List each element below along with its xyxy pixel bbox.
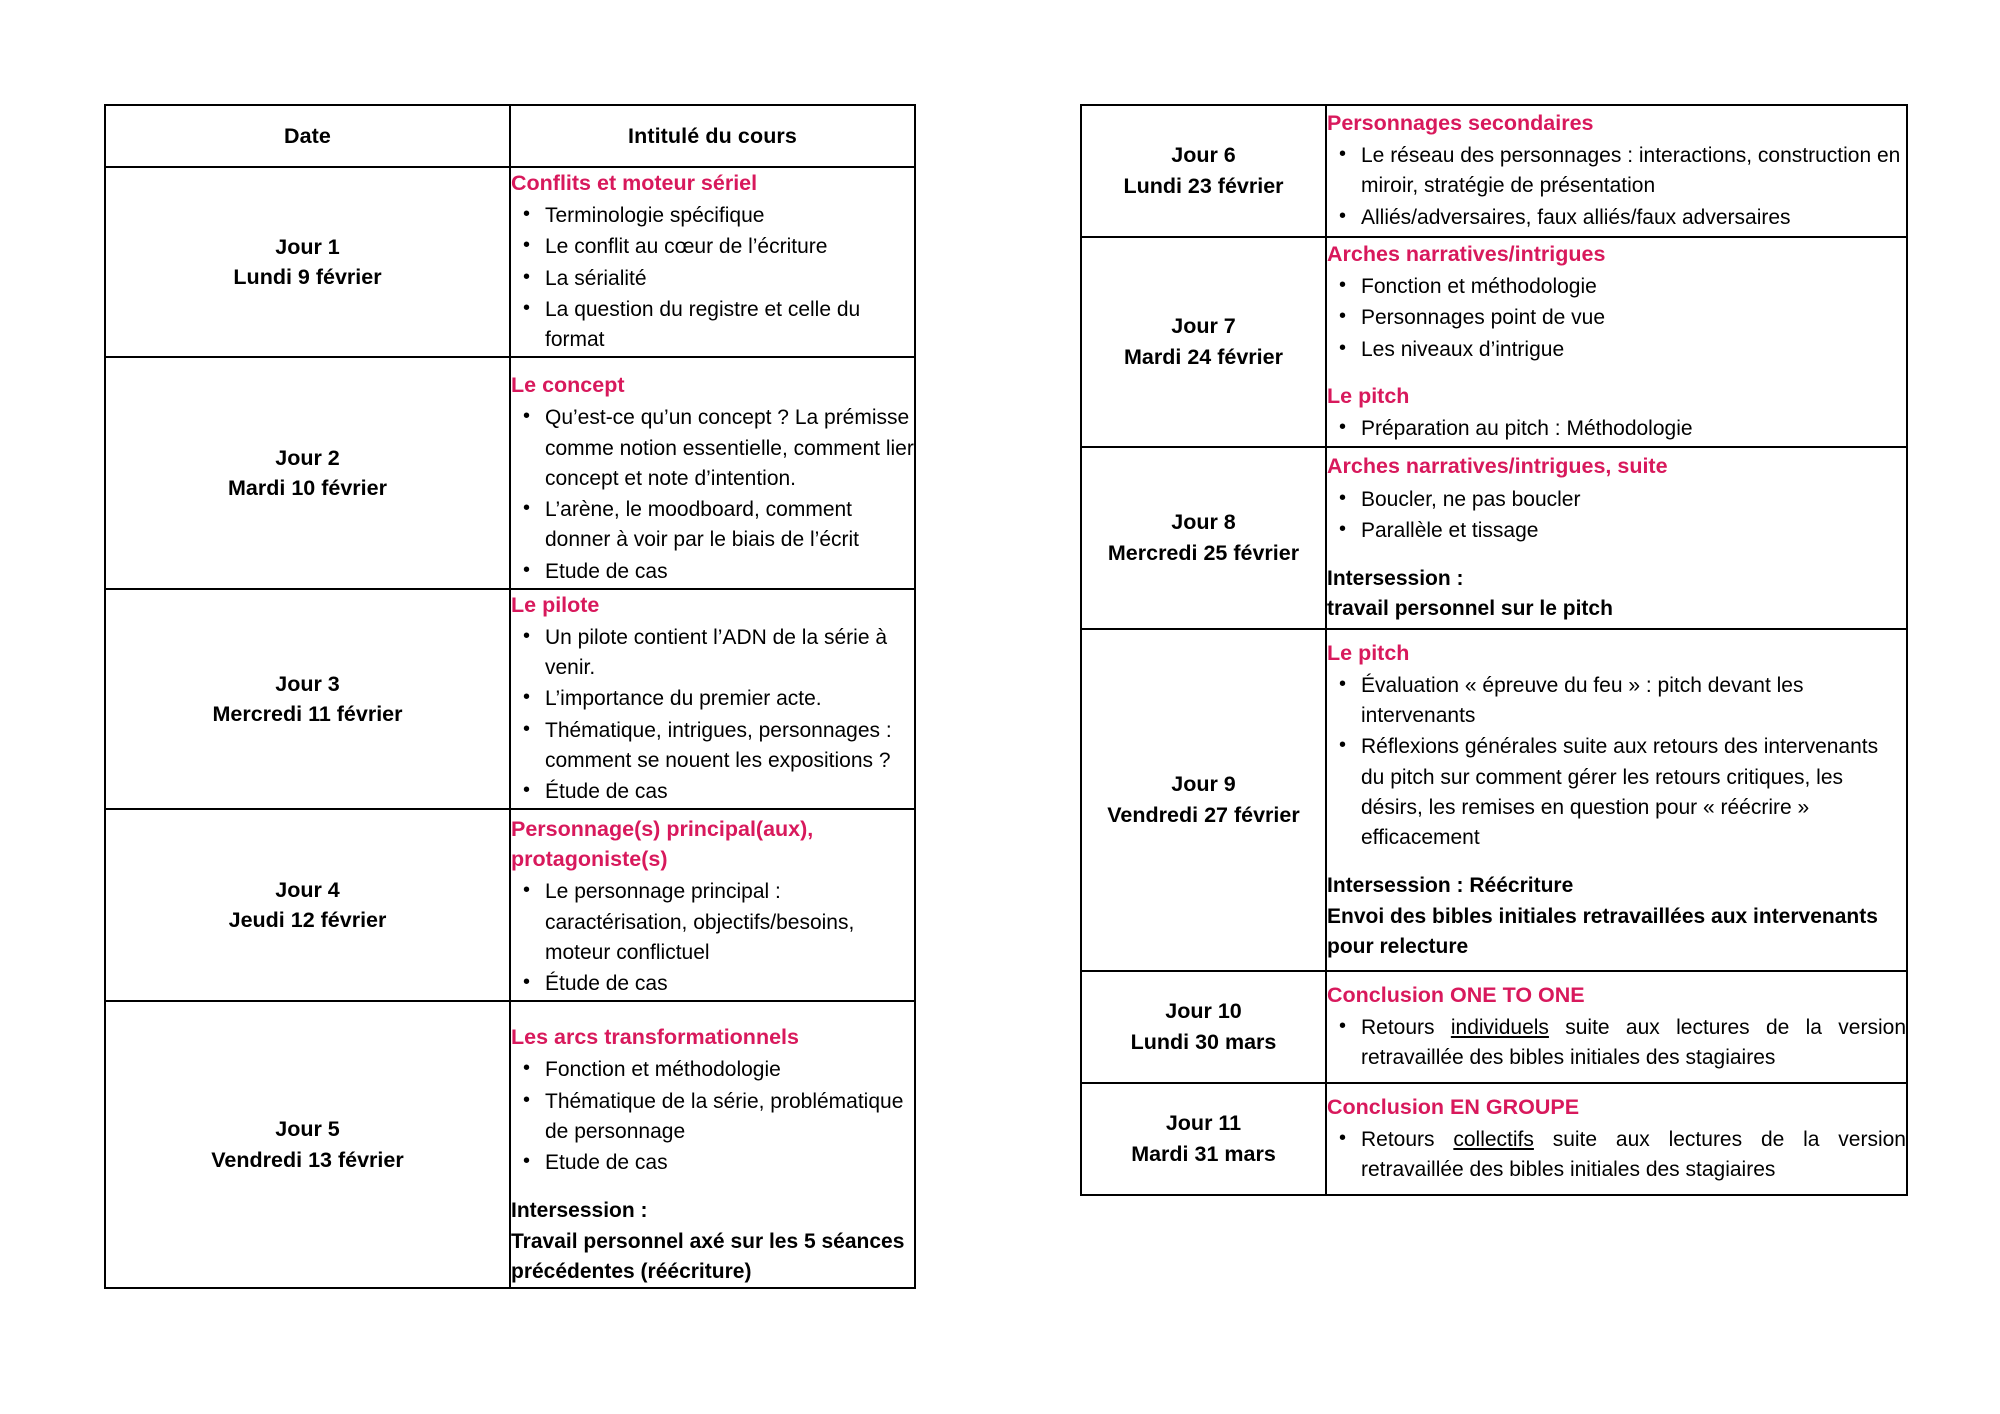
date-cell (105, 809, 510, 1001)
course-cell (1326, 629, 1907, 971)
table-row (105, 357, 915, 589)
date-cell (1081, 629, 1326, 971)
date-label: Mardi 31 mars (1131, 1142, 1276, 1166)
list-item: • Les niveaux d’intrigue (1361, 335, 1906, 365)
day-label: Jour 8 (1171, 510, 1236, 535)
intersession-label: Intersession : (1327, 567, 1464, 591)
bullet-list (511, 623, 914, 807)
bullet-text-underlined: collectifs (1453, 1127, 1534, 1151)
date-cell (1081, 1083, 1326, 1195)
bullet-list (1327, 485, 1906, 546)
intersession-block (1327, 564, 1906, 624)
day-label: Jour 3 (275, 671, 340, 696)
section-subtitle: Le pitch (1327, 383, 1410, 408)
date-cell (1081, 971, 1326, 1083)
bullet-text-post: suite aux lectures de la version retravaillée des bibles initiales des stagiaires (1361, 1015, 1906, 1070)
date-label: Jeudi 12 février (228, 908, 387, 933)
table-row (105, 167, 915, 357)
column-header-date: Date (105, 105, 510, 167)
day-label: Jour 1 (275, 234, 340, 259)
bullet-list (1327, 1013, 1906, 1073)
list-item: • Un pilote contient l’ADN de la série à venir. (545, 623, 914, 683)
table-header-row (105, 105, 915, 167)
table-row (1081, 105, 1907, 237)
date-label: Lundi 23 février (1123, 174, 1284, 198)
table-row (105, 589, 915, 810)
table-row (1081, 447, 1907, 629)
list-item: • Thématique, intrigues, personnages : comment se nouent les expositions ? (545, 716, 914, 776)
section-title: Arches narratives/intrigues, suite (1327, 454, 1668, 479)
day-label: Jour 4 (275, 877, 340, 902)
date-label: Vendredi 13 février (211, 1147, 404, 1172)
section-title: Conclusion EN GROUPE (1327, 1094, 1580, 1119)
day-label: Jour 6 (1171, 143, 1236, 168)
bullet-list (511, 403, 914, 586)
list-item: • Évaluation « épreuve du feu » : pitch devant les intervenants (1361, 671, 1906, 731)
course-cell (510, 357, 915, 589)
list-item: • Boucler, ne pas boucler (1361, 485, 1906, 515)
right-schedule-column (1080, 104, 1908, 1196)
section-title: Conflits et moteur sériel (511, 171, 758, 195)
day-label: Jour 10 (1165, 999, 1242, 1024)
date-label: Vendredi 27 février (1107, 803, 1300, 827)
list-item: • Alliés/adversaires, faux alliés/faux adversaires (1361, 203, 1906, 233)
bullet-list (1327, 1125, 1906, 1185)
list-item: • Étude de cas (545, 969, 914, 999)
date-cell (1081, 447, 1326, 629)
course-cell (1326, 971, 1907, 1083)
list-item: • Le réseau des personnages : interactions, construction en miroir, stratégie de présentation (1361, 141, 1906, 201)
course-cell (1326, 447, 1907, 629)
list-item: • Terminologie spécifique (545, 201, 914, 231)
course-cell (510, 809, 915, 1001)
bullet-list-secondary (1327, 414, 1906, 444)
date-cell (105, 167, 510, 357)
section-title: Personnage(s) principal(aux), protagoniste(s) (511, 817, 814, 872)
schedule-table-left (104, 104, 916, 1289)
list-item: • Étude de cas (545, 777, 914, 807)
table-row (105, 1001, 915, 1288)
intersession-block (1327, 871, 1906, 962)
list-item: • Qu’est-ce qu’un concept ? La prémisse comme notion essentielle, comment lier concept et note d’intention. (545, 403, 914, 494)
date-label: Mercredi 11 février (212, 702, 403, 727)
list-item: • Etude de cas (545, 1148, 914, 1178)
bullet-list (511, 1055, 914, 1178)
date-label: Lundi 9 février (233, 265, 382, 290)
date-cell (105, 589, 510, 810)
list-item: • Le conflit au cœur de l’écriture (545, 232, 914, 262)
section-title: Le concept (511, 373, 625, 398)
bullet-list (1327, 671, 1906, 853)
list-item: • L’importance du premier acte. (545, 684, 914, 714)
list-item: • Etude de cas (545, 557, 914, 587)
list-item: • Préparation au pitch : Méthodologie (1361, 414, 1906, 444)
date-cell (105, 1001, 510, 1288)
bullet-list (511, 877, 914, 999)
intersession-block (511, 1196, 914, 1287)
intersession-text: travail personnel sur le pitch (1327, 597, 1613, 621)
table-row (1081, 629, 1907, 971)
table-row (105, 809, 915, 1001)
date-label: Lundi 30 mars (1130, 1030, 1277, 1054)
course-cell (1326, 105, 1907, 237)
section-title: Conclusion ONE TO ONE (1327, 982, 1585, 1007)
bullet-list (1327, 272, 1906, 365)
intersession-label: Intersession : Réécriture (1327, 874, 1574, 898)
list-item: • La question du registre et celle du format (545, 295, 914, 355)
course-cell (510, 589, 915, 810)
list-item: • Personnages point de vue (1361, 303, 1906, 333)
day-label: Jour 2 (275, 445, 340, 470)
list-item: • La sérialité (545, 264, 914, 294)
bullet-text-post: suite aux lectures de la version retravaillée des bibles initiales des stagiaires (1361, 1127, 1906, 1182)
table-row (1081, 971, 1907, 1083)
course-cell (1326, 1083, 1907, 1195)
section-title: Arches narratives/intrigues (1327, 241, 1606, 266)
course-cell (1326, 237, 1907, 447)
list-item: • Fonction et méthodologie (545, 1055, 914, 1085)
bullet-text-pre: Retours (1361, 1015, 1451, 1039)
day-label: Jour 9 (1171, 772, 1236, 797)
list-item (1361, 1125, 1906, 1185)
intersession-text: Envoi des bibles initiales retravaillées aux intervenants pour relecture (1327, 904, 1878, 958)
list-item: • Réflexions générales suite aux retours des intervenants du pitch sur comment gérer les retours critiques, les désirs, les remises en question pour « réécrire » efficacement (1361, 732, 1906, 853)
bullet-list (511, 201, 914, 355)
day-label: Jour 5 (275, 1117, 340, 1142)
list-item: • Parallèle et tissage (1361, 516, 1906, 546)
section-title: Personnages secondaires (1327, 111, 1594, 136)
schedule-table-right (1080, 104, 1908, 1196)
list-item: • Fonction et méthodologie (1361, 272, 1906, 302)
day-label: Jour 11 (1165, 1111, 1242, 1136)
left-schedule-column (104, 104, 916, 1289)
course-cell (510, 1001, 915, 1288)
date-label: Mercredi 25 février (1107, 541, 1300, 565)
section-title: Les arcs transformationnels (511, 1025, 799, 1050)
intersession-text: Travail personnel axé sur les 5 séances précédentes (réécriture) (511, 1229, 905, 1283)
date-cell (105, 357, 510, 589)
intersession-label: Intersession : (511, 1199, 648, 1223)
bullet-list (1327, 141, 1906, 233)
section-title: Le pitch (1327, 640, 1410, 665)
column-header-course: Intitulé du cours (510, 105, 915, 167)
date-cell (1081, 105, 1326, 237)
list-item (1361, 1013, 1906, 1073)
day-label: Jour 7 (1171, 314, 1236, 339)
date-cell (1081, 237, 1326, 447)
bullet-text-underlined: individuels (1450, 1015, 1549, 1039)
course-cell (510, 167, 915, 357)
list-item: • Le personnage principal : caractérisation, objectifs/besoins, moteur conflictuel (511, 877, 914, 968)
section-title: Le pilote (511, 592, 600, 617)
bullet-text-pre: Retours (1361, 1127, 1454, 1151)
list-item: • L’arène, le moodboard, comment donner à voir par le biais de l’écrit (545, 495, 914, 555)
table-row (1081, 1083, 1907, 1195)
list-item: • Thématique de la série, problématique de personnage (545, 1087, 914, 1147)
date-label: Mardi 10 février (228, 476, 387, 501)
date-label: Mardi 24 février (1124, 345, 1283, 369)
table-row (1081, 237, 1907, 447)
